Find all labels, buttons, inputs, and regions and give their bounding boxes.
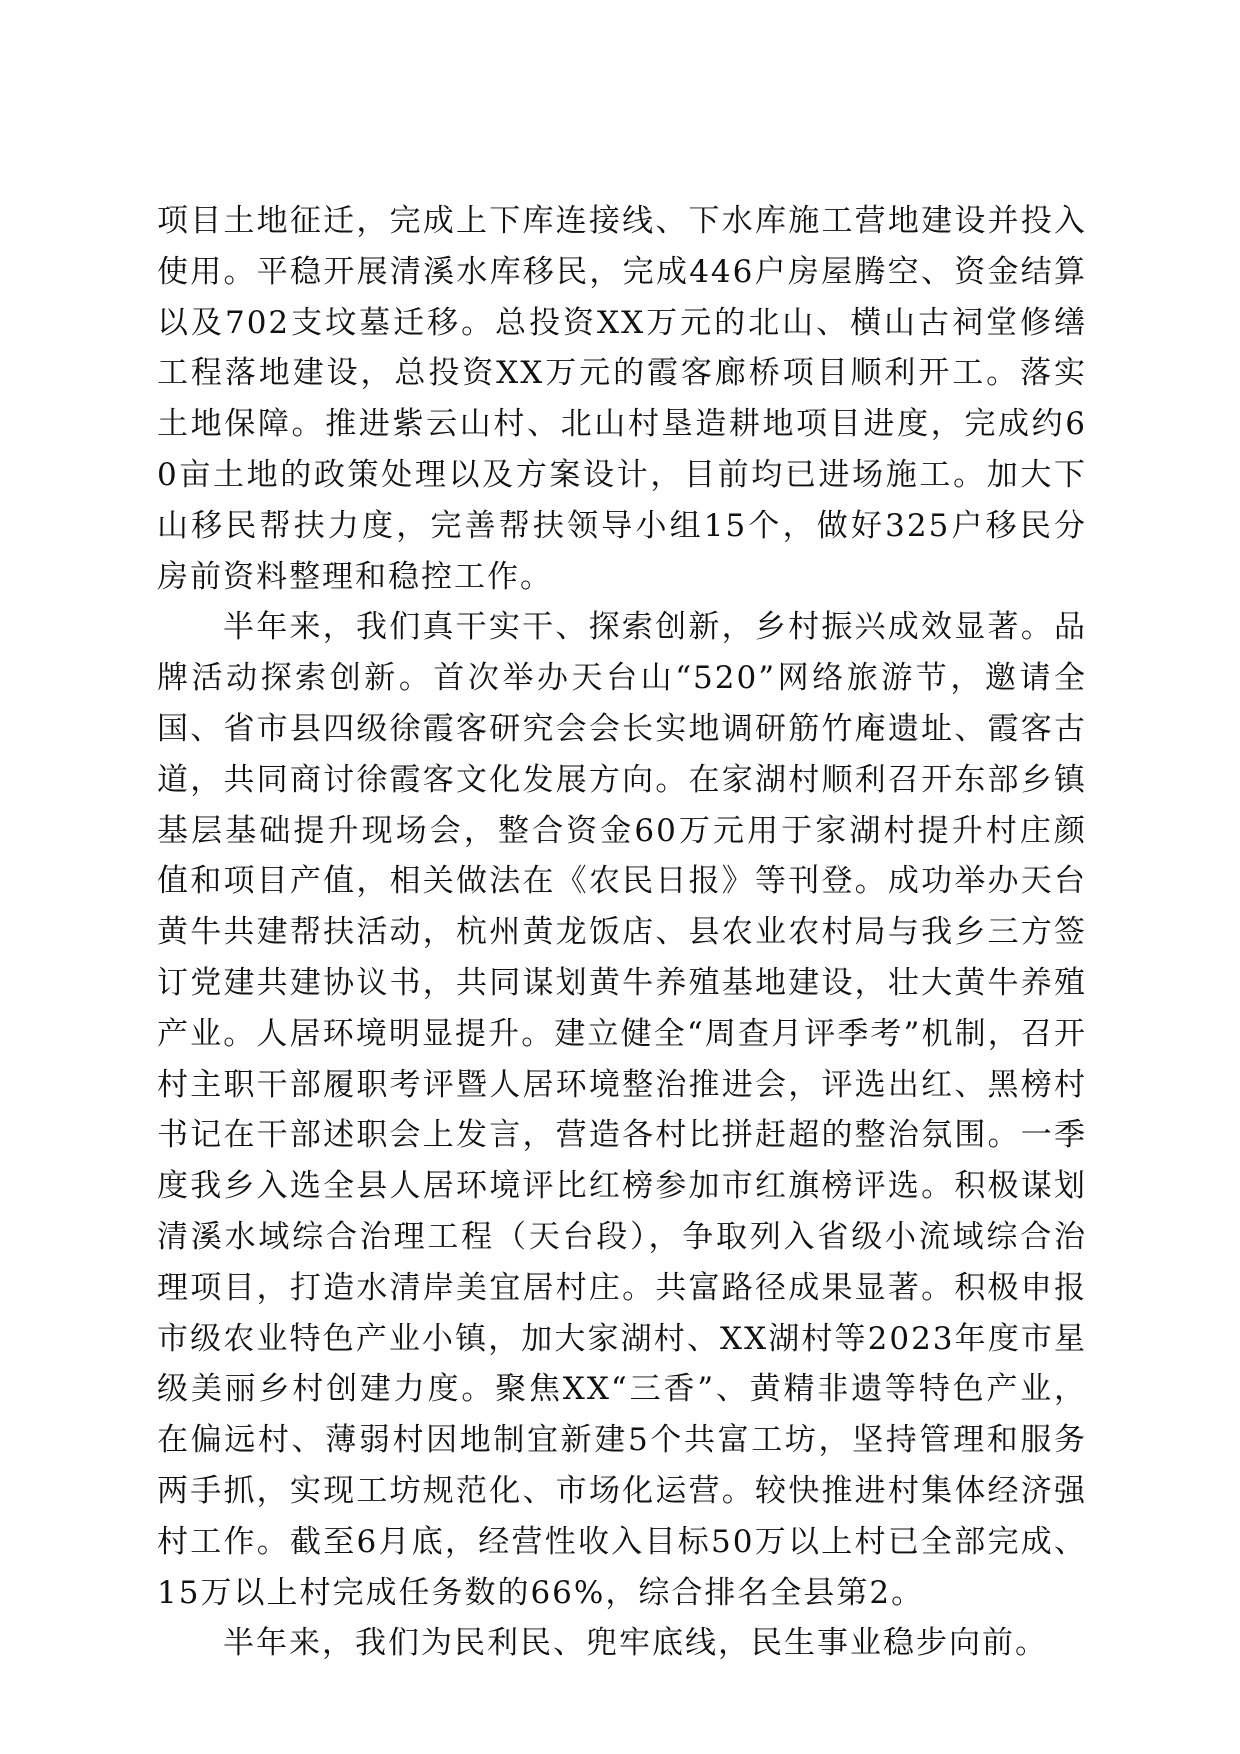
paragraph-livelihood: 半年来，我们为民利民、兜牢底线，民生事业稳步向前。 bbox=[223, 1625, 1048, 1662]
document-body bbox=[157, 196, 1087, 1669]
paragraph-land-acquisition: 项目土地征迁，完成上下库连接线、下水库施工营地建设并投入使用。平稳开展清溪水库移民，完成446户房屋腾空、资金结算以及702支坟墓迁移。总投资XX万元的北山、横山古祠堂修缮工程落地建设，总投资XX万元的霞客廊桥项目顺利开工。落实土地保障。推进紫云山村、北山村垦造耕地项目进度，完成约60亩土地的政策处理以及方案设计，目前均已进场施工。加大下山移民帮扶力度，完善帮扶领导小组15个，做好325户移民分房前资料整理和稳控工作。 bbox=[157, 203, 1087, 595]
paragraph-rural-revitalization: 半年来，我们真干实干、探索创新，乡村振兴成效显著。品牌活动探索创新。首次举办天台山“520”网络旅游节，邀请全国、省市县四级徐霞客研究会会长实地调研筋竹庵遗址、霞客古道，共同商讨徐霞客文化发展方向。在家湖村顺利召开东部乡镇基层基础提升现场会，整合资金60万元用于家湖村提升村庄颜值和项目产值，相关做法在《农民日报》等刊登。成功举办天台黄牛共建帮扶活动，杭州黄龙饭店、县农业农村局与我乡三方签订党建共建协议书，共同谋划黄牛养殖基地建设，壮大黄牛养殖产业。人居环境明显提升。建立健全“周查月评季考”机制，召开村主职干部履职考评暨人居环境整治推进会，评选出红、黑榜村书记在干部述职会上发言，营造各村比拼赶超的整治氛围。一季度我乡入选全县人居环境评比红榜参加市红旗榜评选。积极谋划清溪水域综合治理工程（天台段），争取列入省级小流域综合治理项目，打造水清岸美宜居村庄。共富路径成果显著。积极申报市级农业特色产业小镇，加大家湖村、XX湖村等2023年度市星级美丽乡村创建力度。聚焦XX“三香”、黄精非遗等特色产业，在偏远村、薄弱村因地制宜新建5个共富工坊，坚持管理和服务两手抓，实现工坊规范化、市场化运营。较快推进村集体经济强村工作。截至6月底，经营性收入目标50万以上村已全部完成、15万以上村完成任务数的66%，综合排名全县第2。 bbox=[157, 609, 1087, 1611]
